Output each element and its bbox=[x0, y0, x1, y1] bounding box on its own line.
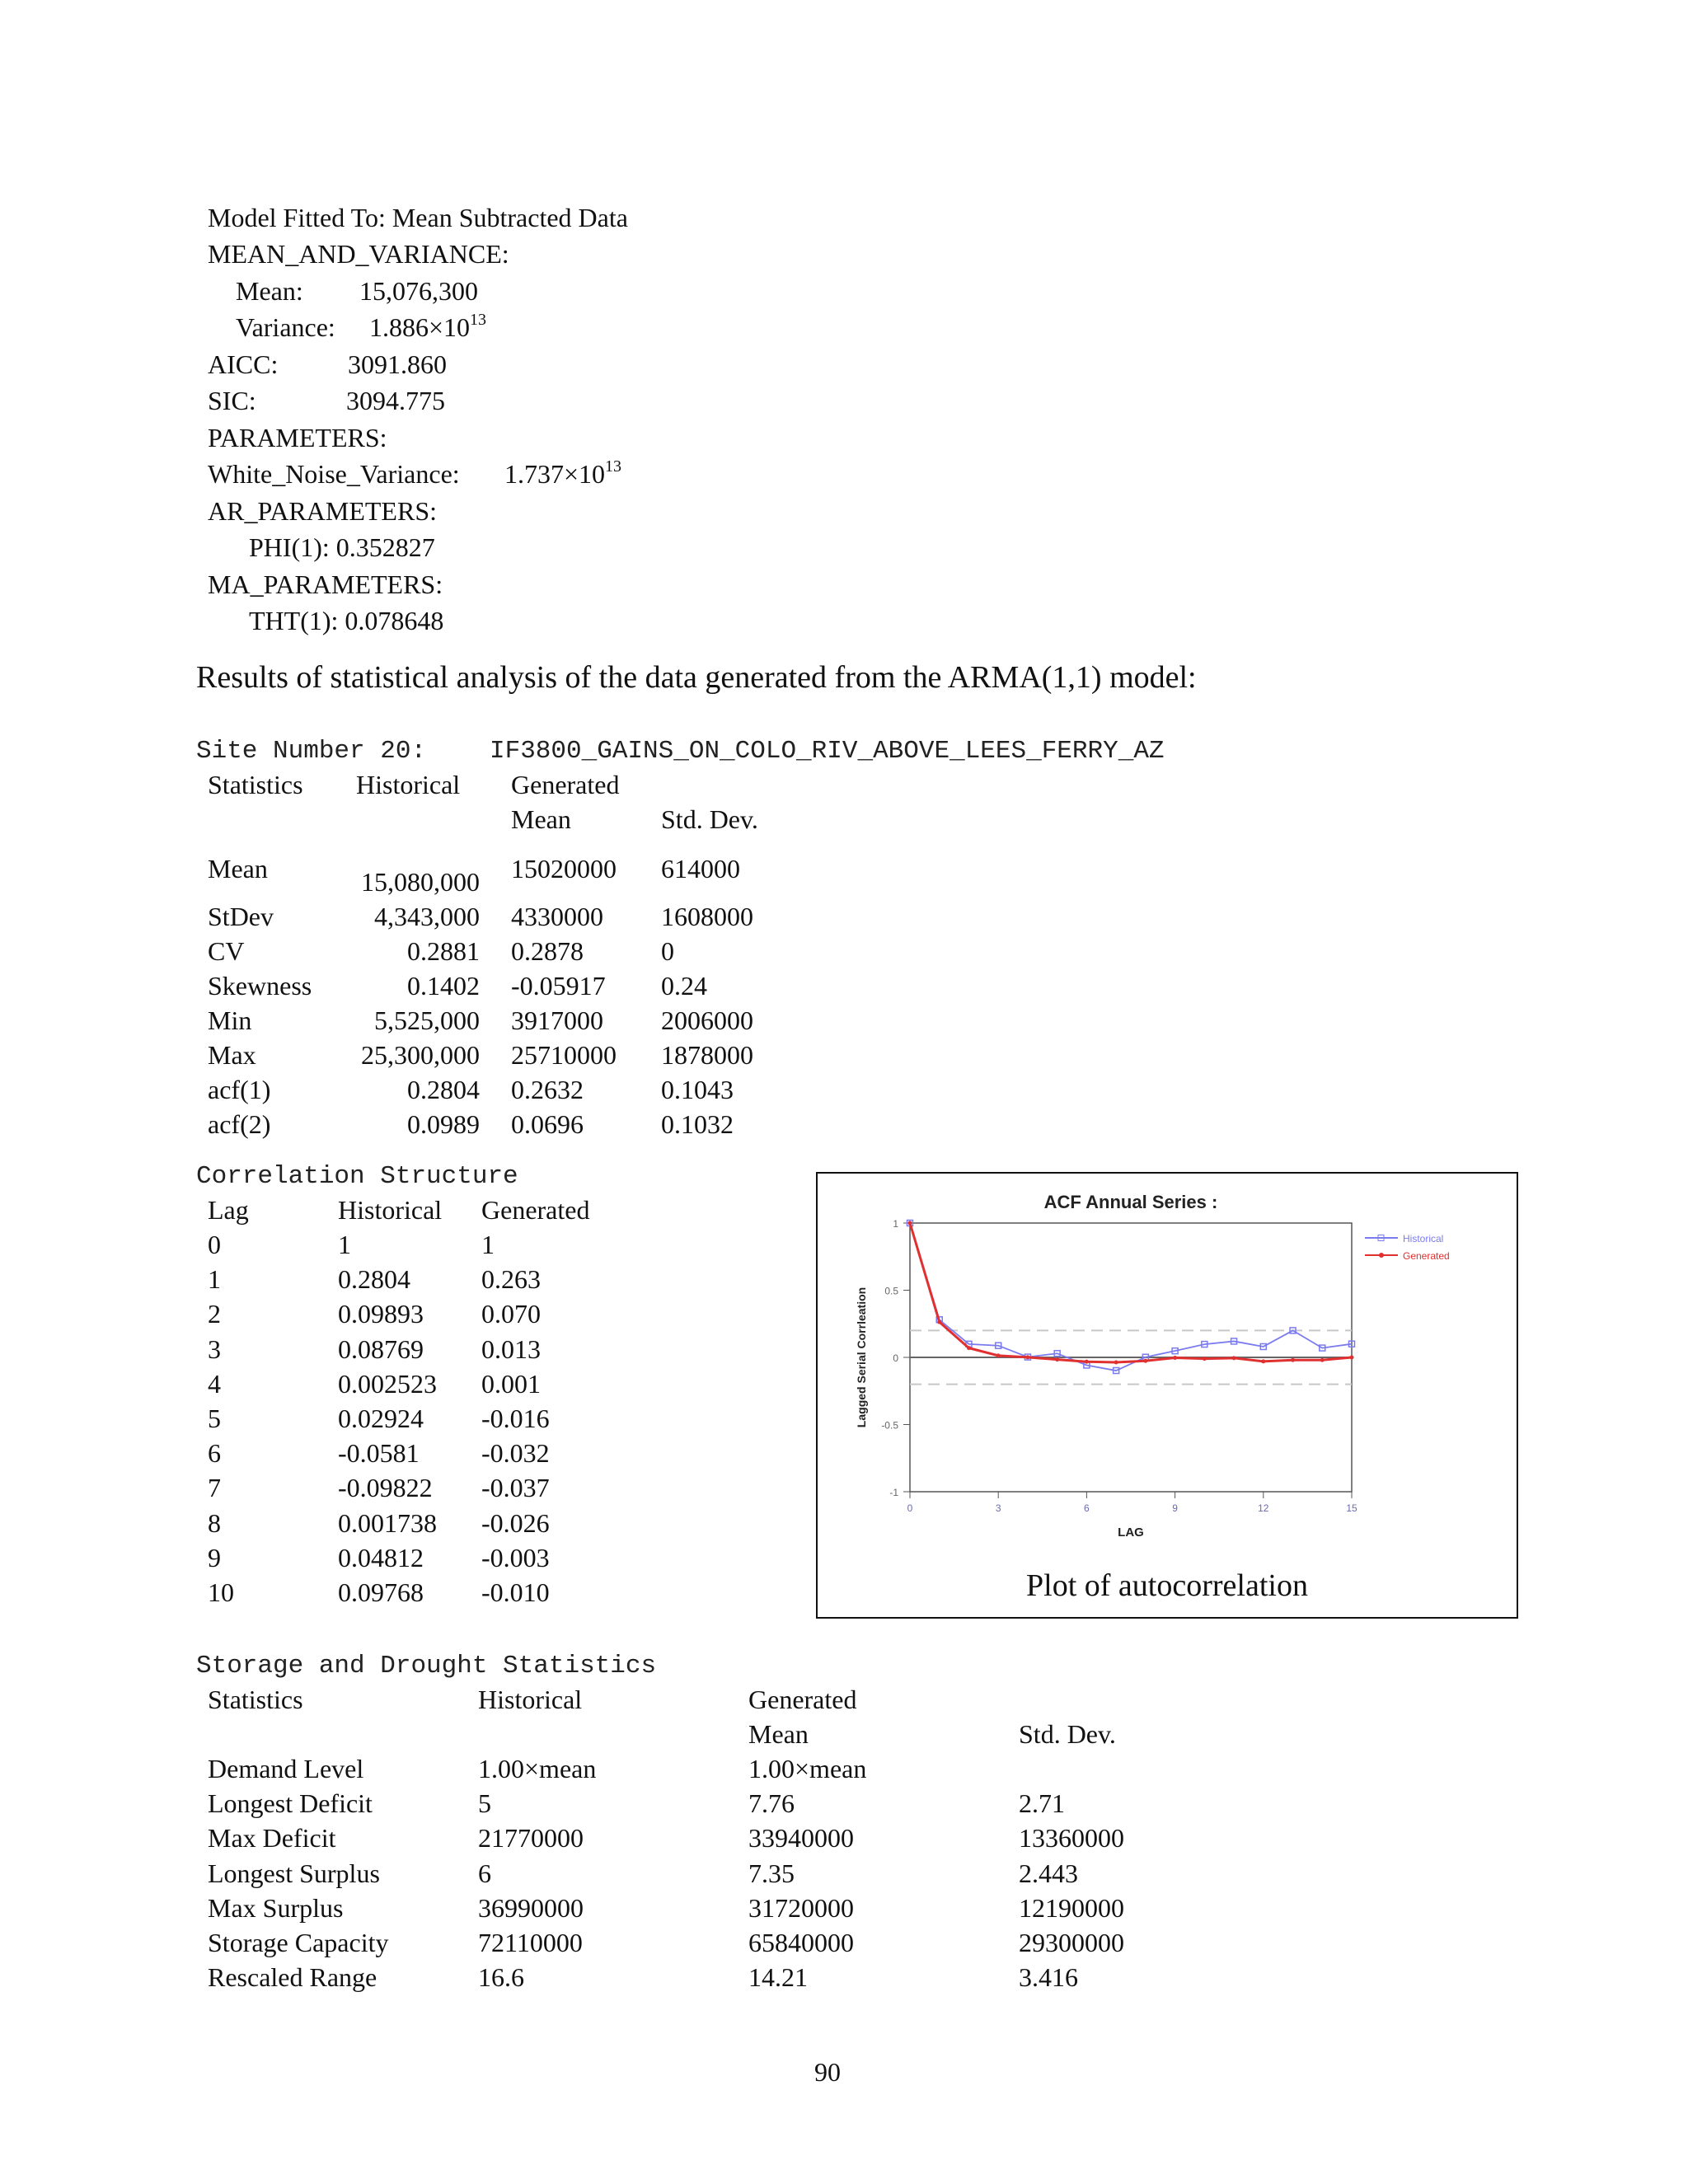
generated-point bbox=[1173, 1356, 1177, 1360]
storage-generated-mean: 31720000 bbox=[748, 1892, 854, 1923]
stat-name: Skewness bbox=[208, 971, 312, 1001]
stats-header-historical: Historical bbox=[356, 770, 461, 799]
corr-historical: -0.0581 bbox=[338, 1438, 420, 1469]
stat-historical: 0.0989 bbox=[407, 1109, 480, 1139]
stat-generated-stddev: 614000 bbox=[661, 854, 740, 883]
corr-lag: 9 bbox=[208, 1542, 221, 1572]
corr-historical: 0.2804 bbox=[338, 1264, 410, 1295]
stat-generated-stddev: 0.24 bbox=[661, 971, 707, 1001]
storage-stat-name: Max Deficit bbox=[208, 1823, 336, 1854]
corr-lag: 7 bbox=[208, 1473, 221, 1503]
storage-generated-mean: 65840000 bbox=[748, 1928, 854, 1957]
corr-generated: -0.037 bbox=[481, 1473, 550, 1503]
corr-generated: -0.010 bbox=[481, 1577, 550, 1607]
generated-point bbox=[1232, 1356, 1236, 1360]
storage-historical: 16.6 bbox=[478, 1962, 524, 1993]
storage-row bbox=[0, 1788, 1688, 1823]
storage-generated-stddev: 29300000 bbox=[1019, 1928, 1124, 1957]
series-line-historical bbox=[910, 1223, 1352, 1371]
generated-point bbox=[967, 1346, 971, 1350]
generated-point bbox=[908, 1221, 912, 1226]
corr-generated: 1 bbox=[481, 1230, 495, 1259]
stat-generated-stddev: 0 bbox=[661, 936, 674, 966]
corr-lag: 10 bbox=[208, 1577, 234, 1607]
storage-subheader-stddev: Std. Dev. bbox=[1019, 1719, 1116, 1749]
variance-value: $1.886\times 10^{13}$ bbox=[369, 311, 487, 342]
correlation-row bbox=[0, 1369, 824, 1404]
generated-point bbox=[1143, 1359, 1147, 1363]
stat-generated-mean: -0.05917 bbox=[511, 971, 606, 1001]
stats-header-statistics: Statistics bbox=[208, 770, 303, 799]
series-line-generated bbox=[910, 1223, 1352, 1362]
storage-row bbox=[0, 1893, 1688, 1928]
page-number: 90 bbox=[814, 2057, 841, 2087]
stats-subheader-stddev: Std. Dev. bbox=[661, 804, 758, 834]
storage-historical: 72110000 bbox=[478, 1928, 583, 1957]
storage-historical: 21770000 bbox=[478, 1823, 584, 1854]
white-noise-value: $1.737\times 10^{13}$ bbox=[504, 457, 622, 489]
generated-point bbox=[1291, 1358, 1295, 1362]
storage-stat-name: Longest Deficit bbox=[208, 1788, 373, 1819]
chart-caption: Plot of autocorrelation bbox=[1026, 1568, 1308, 1603]
storage-subheader-mean: Mean bbox=[748, 1719, 809, 1749]
y-tick-label: 1 bbox=[893, 1218, 898, 1230]
aicc-value: 3091.860 bbox=[348, 349, 447, 379]
correlation-title: Correlation Structure bbox=[196, 1162, 518, 1191]
storage-historical: 5 bbox=[478, 1788, 491, 1819]
site-name: IF3800_GAINS_ON_COLO_RIV_ABOVE_LEES_FERRY_AZ bbox=[490, 737, 1165, 766]
stat-name: CV bbox=[208, 936, 245, 966]
storage-row bbox=[0, 1754, 1688, 1788]
correlation-row bbox=[0, 1334, 824, 1369]
corr-generated: 0.013 bbox=[481, 1333, 541, 1364]
storage-generated-stddev: 12190000 bbox=[1019, 1892, 1124, 1923]
storage-generated-stddev: 3.416 bbox=[1019, 1962, 1078, 1993]
x-tick-label: 9 bbox=[1172, 1502, 1178, 1514]
corr-lag: 0 bbox=[208, 1230, 221, 1259]
storage-generated-stddev: 2.443 bbox=[1019, 1858, 1078, 1888]
chart-title: ACF Annual Series : bbox=[1043, 1192, 1218, 1212]
correlation-row bbox=[0, 1473, 824, 1507]
storage-generated-mean: 7.76 bbox=[748, 1788, 795, 1819]
stats-row bbox=[0, 902, 1688, 936]
corr-lag: 5 bbox=[208, 1404, 221, 1433]
tht-parameter: THT(1): 0.078648 bbox=[249, 606, 444, 635]
corr-generated: -0.026 bbox=[481, 1507, 550, 1538]
stat-generated-stddev: 1878000 bbox=[661, 1040, 753, 1070]
mean-value: 15,076,300 bbox=[359, 276, 478, 306]
mean-label: Mean: bbox=[236, 276, 303, 306]
storage-row bbox=[0, 1962, 1688, 1997]
corr-header-generated: Generated bbox=[481, 1195, 590, 1225]
corr-generated: 0.070 bbox=[481, 1299, 541, 1329]
generated-point bbox=[1114, 1361, 1118, 1365]
storage-generated-mean: 14.21 bbox=[748, 1962, 808, 1993]
generated-point bbox=[1085, 1360, 1089, 1364]
corr-historical: 1 bbox=[338, 1230, 351, 1259]
stat-historical: 5,525,000 bbox=[374, 1005, 480, 1035]
storage-historical: 36990000 bbox=[478, 1892, 584, 1923]
x-tick-label: 0 bbox=[907, 1502, 913, 1514]
mean-variance-header: MEAN_AND_VARIANCE: bbox=[208, 239, 509, 269]
stat-name: Mean bbox=[208, 854, 268, 883]
acf-chart bbox=[818, 1174, 1517, 1561]
phi-parameter: PHI(1): 0.352827 bbox=[249, 532, 435, 562]
stat-historical: 0.2804 bbox=[407, 1075, 480, 1104]
stat-historical: 0.1402 bbox=[407, 971, 480, 1001]
corr-generated: -0.003 bbox=[481, 1542, 550, 1572]
corr-generated: 0.001 bbox=[481, 1368, 541, 1399]
y-tick-label: 0 bbox=[893, 1352, 898, 1364]
ar-parameters-header: AR_PARAMETERS: bbox=[208, 496, 437, 526]
storage-historical: 6 bbox=[478, 1858, 491, 1888]
corr-generated: -0.016 bbox=[481, 1404, 550, 1433]
generated-point bbox=[1025, 1355, 1029, 1359]
stat-name: StDev bbox=[208, 902, 274, 931]
stat-generated-stddev: 1608000 bbox=[661, 902, 753, 931]
stat-generated-mean: 0.2878 bbox=[511, 936, 584, 966]
stat-historical: 25,300,000 bbox=[361, 1040, 480, 1070]
corr-historical: 0.02924 bbox=[338, 1404, 424, 1433]
stat-generated-mean: 15020000 bbox=[511, 854, 617, 883]
stat-historical: 4,343,000 bbox=[374, 902, 480, 931]
generated-point bbox=[1320, 1358, 1325, 1362]
corr-generated: -0.032 bbox=[481, 1438, 550, 1469]
storage-header-historical: Historical bbox=[478, 1685, 583, 1714]
y-tick-label: -0.5 bbox=[881, 1419, 898, 1432]
generated-point bbox=[937, 1320, 941, 1324]
storage-header-statistics: Statistics bbox=[208, 1685, 303, 1714]
results-heading: Results of statistical analysis of the data generated from the ARMA(1,1) model: bbox=[196, 660, 1197, 695]
aicc-label: AICC: bbox=[208, 349, 279, 379]
corr-historical: 0.08769 bbox=[338, 1333, 424, 1364]
legend-label-generated: Generated bbox=[1403, 1250, 1450, 1262]
site-number-label: Site Number 20: bbox=[196, 737, 427, 766]
storage-stat-name: Max Surplus bbox=[208, 1892, 344, 1923]
storage-header-generated: Generated bbox=[748, 1685, 857, 1714]
stat-generated-mean: 4330000 bbox=[511, 902, 603, 931]
corr-lag: 2 bbox=[208, 1299, 221, 1329]
storage-stat-name: Longest Surplus bbox=[208, 1858, 380, 1888]
x-tick-label: 6 bbox=[1084, 1502, 1090, 1514]
corr-historical: 0.09768 bbox=[338, 1577, 424, 1607]
x-axis-label: LAG bbox=[1118, 1526, 1144, 1540]
generated-point bbox=[1203, 1357, 1207, 1361]
stat-historical: 0.2881 bbox=[407, 936, 480, 966]
correlation-row bbox=[0, 1299, 824, 1333]
stat-name: Max bbox=[208, 1040, 256, 1070]
storage-title: Storage and Drought Statistics bbox=[196, 1652, 657, 1680]
correlation-row bbox=[0, 1230, 824, 1264]
stat-generated-mean: 0.2632 bbox=[511, 1075, 584, 1104]
stats-row bbox=[0, 1005, 1688, 1040]
stat-historical: 15,080,000 bbox=[361, 867, 480, 897]
stat-name: acf(1) bbox=[208, 1075, 271, 1104]
stat-generated-stddev: 0.1043 bbox=[661, 1075, 734, 1104]
corr-lag: 4 bbox=[208, 1368, 221, 1399]
stat-generated-stddev: 0.1032 bbox=[661, 1109, 734, 1139]
y-tick-label: -1 bbox=[889, 1487, 898, 1498]
corr-lag: 8 bbox=[208, 1507, 221, 1538]
storage-historical: 1.00×mean bbox=[478, 1754, 597, 1783]
generated-point bbox=[1261, 1359, 1265, 1363]
corr-historical: 0.09893 bbox=[338, 1299, 424, 1329]
corr-historical: 0.04812 bbox=[338, 1542, 424, 1572]
model-fitted-to: Model Fitted To: Mean Subtracted Data bbox=[208, 203, 628, 232]
stats-row bbox=[0, 971, 1688, 1005]
corr-header-lag: Lag bbox=[208, 1195, 249, 1225]
sic-value: 3094.775 bbox=[346, 386, 445, 415]
generated-point bbox=[1350, 1356, 1354, 1360]
storage-generated-mean: 1.00×mean bbox=[748, 1754, 867, 1783]
correlation-row bbox=[0, 1404, 824, 1438]
stats-header-generated: Generated bbox=[511, 770, 620, 799]
storage-row bbox=[0, 1823, 1688, 1858]
storage-row bbox=[0, 1858, 1688, 1893]
correlation-row bbox=[0, 1543, 824, 1577]
acf-chart-box bbox=[816, 1172, 1518, 1619]
stat-name: acf(2) bbox=[208, 1109, 271, 1139]
legend-label-historical: Historical bbox=[1403, 1233, 1444, 1244]
legend-marker bbox=[1379, 1253, 1384, 1258]
x-tick-label: 15 bbox=[1346, 1502, 1357, 1514]
stat-generated-mean: 3917000 bbox=[511, 1005, 603, 1035]
corr-lag: 6 bbox=[208, 1438, 221, 1469]
stats-row bbox=[0, 854, 1688, 897]
sic-label: SIC: bbox=[208, 386, 256, 415]
corr-historical: -0.09822 bbox=[338, 1473, 433, 1503]
x-tick-label: 12 bbox=[1258, 1502, 1269, 1514]
storage-stat-name: Storage Capacity bbox=[208, 1928, 389, 1957]
generated-point bbox=[996, 1353, 1001, 1357]
correlation-row bbox=[0, 1577, 824, 1612]
stats-row bbox=[0, 1040, 1688, 1075]
stat-generated-mean: 0.0696 bbox=[511, 1109, 584, 1139]
corr-generated: 0.263 bbox=[481, 1264, 541, 1295]
stat-generated-mean: 25710000 bbox=[511, 1040, 617, 1070]
x-tick-label: 3 bbox=[995, 1502, 1001, 1514]
storage-generated-mean: 33940000 bbox=[748, 1823, 854, 1854]
stat-name: Min bbox=[208, 1005, 252, 1035]
storage-row bbox=[0, 1928, 1688, 1962]
stats-subheader-mean: Mean bbox=[511, 804, 571, 834]
stats-row bbox=[0, 1109, 1688, 1144]
ma-parameters-header: MA_PARAMETERS: bbox=[208, 569, 443, 599]
stats-row bbox=[0, 936, 1688, 971]
stats-row bbox=[0, 1075, 1688, 1109]
storage-generated-stddev: 2.71 bbox=[1019, 1788, 1065, 1819]
stat-generated-stddev: 2006000 bbox=[661, 1005, 753, 1035]
generated-point bbox=[1055, 1357, 1059, 1361]
corr-header-historical: Historical bbox=[338, 1195, 443, 1225]
white-noise-label: White_Noise_Variance: bbox=[208, 459, 460, 489]
storage-generated-mean: 7.35 bbox=[748, 1858, 795, 1888]
variance-label: Variance: bbox=[236, 312, 335, 342]
correlation-row bbox=[0, 1264, 824, 1299]
storage-stat-name: Demand Level bbox=[208, 1754, 364, 1783]
correlation-row bbox=[0, 1438, 824, 1473]
corr-lag: 1 bbox=[208, 1264, 221, 1295]
y-tick-label: 0.5 bbox=[884, 1285, 898, 1297]
storage-generated-stddev: 13360000 bbox=[1019, 1823, 1124, 1854]
y-axis-label: Lagged Serial Corrleation bbox=[855, 1286, 868, 1428]
corr-lag: 3 bbox=[208, 1333, 221, 1364]
parameters-header: PARAMETERS: bbox=[208, 423, 387, 452]
corr-historical: 0.002523 bbox=[338, 1368, 437, 1399]
storage-stat-name: Rescaled Range bbox=[208, 1962, 377, 1993]
corr-historical: 0.001738 bbox=[338, 1507, 437, 1538]
correlation-row bbox=[0, 1508, 824, 1543]
